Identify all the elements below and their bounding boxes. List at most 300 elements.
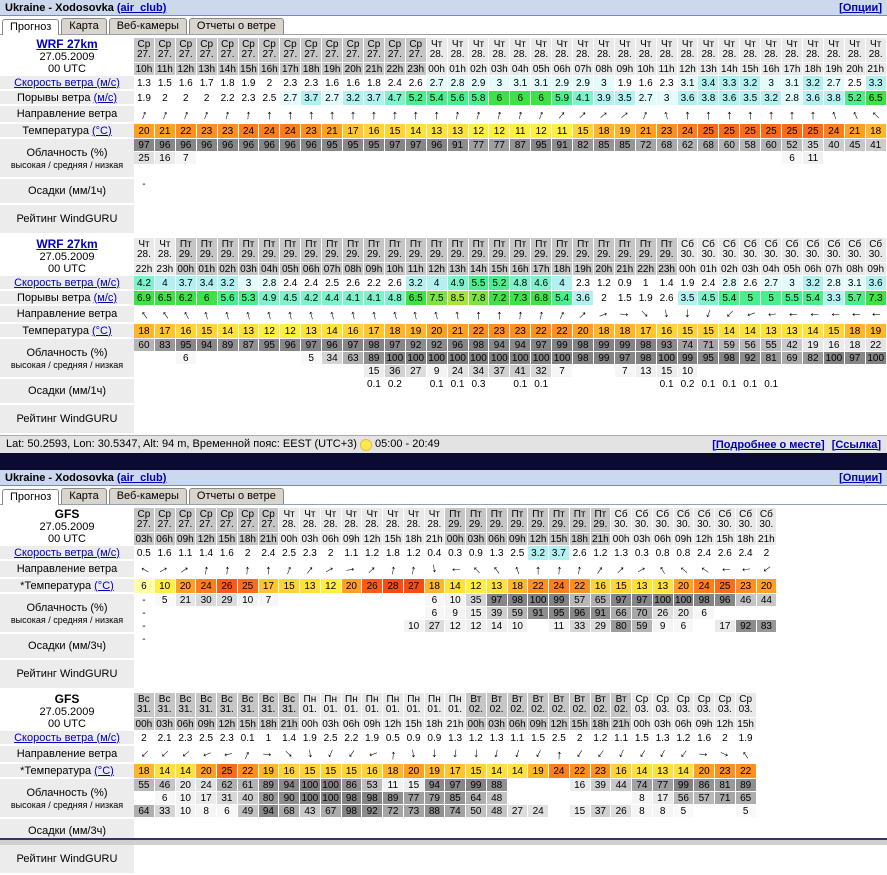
- cloud-low-cell: 48: [487, 805, 508, 818]
- row-label-rating: [0, 405, 134, 435]
- wind-speed-cell: 2.6: [715, 546, 736, 561]
- cloud-high-cell: 18: [845, 339, 866, 352]
- cloud-high-cell: 55: [134, 779, 155, 792]
- arrow-icon: ↑: [370, 107, 378, 122]
- hour-header-cell: 03h: [466, 533, 487, 546]
- arrow-icon: ↑: [848, 106, 861, 123]
- temperature-cell: 18: [385, 324, 406, 339]
- day-header-cell: [259, 238, 280, 263]
- tab-webcams[interactable]: Веб-камеры: [109, 18, 187, 34]
- wind-speed-cell: 1.4: [196, 546, 217, 561]
- cloud-low-cell: 98: [342, 805, 363, 818]
- day-abbr: Сб: [697, 509, 711, 520]
- cloud-high-cell: 77: [489, 139, 510, 152]
- rating-cell: [761, 204, 782, 234]
- rating-cell: [279, 844, 300, 874]
- hour-header-cell: 22h: [385, 63, 406, 76]
- temperature-cell: 20: [674, 579, 695, 594]
- wind-direction-arrow: [528, 561, 549, 579]
- wind-direction-arrow: [636, 106, 657, 124]
- hour-header-cell: 15h: [570, 718, 591, 731]
- cloud-low-cell: [866, 365, 887, 378]
- wind-gust-cell: 4.8: [385, 291, 406, 306]
- day-header-cell: [845, 38, 866, 63]
- day-abbr: Пн: [428, 694, 441, 705]
- day-abbr: Чт: [577, 39, 589, 50]
- day-header-cell: [134, 238, 155, 263]
- cloud-low-cell: 8: [196, 805, 217, 818]
- wind-speed-cell: 2.3: [176, 731, 197, 746]
- cloud-high-cell: 83: [155, 339, 176, 352]
- wind-gust-cell: 2.5: [259, 91, 280, 106]
- arrow-icon: ↑: [555, 746, 563, 763]
- rating-cell: [570, 844, 591, 874]
- hour-header-cell: 18h: [552, 263, 573, 276]
- cloud-high-cell: 98: [508, 594, 529, 607]
- cloud-mid-cell: [611, 792, 632, 805]
- hour-header-cell: 11h: [155, 63, 176, 76]
- arrow-icon: ↑: [159, 106, 171, 123]
- precip-cell: [552, 378, 573, 391]
- wind-direction-arrow: [594, 106, 615, 124]
- cloud-mid-cell: 96: [570, 607, 591, 620]
- wind-direction-arrow: [531, 306, 552, 324]
- model-link[interactable]: WRF 27km: [36, 37, 98, 51]
- cloud-low-cell: 13: [636, 365, 657, 378]
- day-date: 29.: [471, 249, 486, 260]
- cloud-low-cell: 6: [674, 620, 695, 633]
- day-header-cell: [238, 508, 259, 533]
- label-link[interactable]: (м/с): [93, 291, 118, 304]
- cloud-low-cell: -: [134, 620, 155, 633]
- title-left: [5, 472, 166, 484]
- cloud-mid-cell: [238, 607, 259, 620]
- arrow-icon: ↑: [453, 106, 463, 123]
- tab-wind-reports[interactable]: Отчеты о ветре: [189, 18, 284, 34]
- cloud-mid-cell: 31: [217, 792, 238, 805]
- forecast-table: [0, 38, 887, 235]
- wind-direction-arrow: [611, 561, 632, 579]
- wind-speed-cell: 2.5: [508, 546, 529, 561]
- hour-header-cell: 08h: [343, 263, 364, 276]
- day-abbr: Сб: [743, 239, 757, 250]
- cloud-mid-cell: [259, 607, 280, 620]
- cloud-row: [134, 779, 757, 792]
- rating-cell: [489, 204, 510, 234]
- day-date: 27.: [408, 49, 423, 60]
- arrow-icon: ↑: [409, 746, 418, 763]
- arrow-icon: ↑: [534, 562, 542, 577]
- day-date: 29.: [513, 249, 528, 260]
- label-link[interactable]: (°C): [94, 764, 114, 777]
- wind-direction-arrow: [239, 306, 260, 324]
- rating-cell: [383, 844, 404, 874]
- day-abbr: Пт: [472, 239, 485, 250]
- arrow-icon: ↑: [696, 562, 713, 577]
- rating-cell: [364, 204, 385, 234]
- label-text: Осадки (мм/1ч): [28, 385, 106, 397]
- cloud-low-cell: 8: [653, 805, 674, 818]
- day-date: 28.: [764, 49, 779, 60]
- rating-cell: [632, 659, 653, 689]
- hour-header-cell: 15h: [715, 533, 736, 546]
- temperature-cell: 22: [736, 764, 757, 779]
- cloud-mid-cell: 98: [636, 352, 657, 365]
- rating-cell: [824, 404, 845, 434]
- arrow-icon: ↑: [344, 746, 359, 763]
- wind-gust-cell: 4.1: [364, 291, 385, 306]
- wind-speed-cell: 3.4: [698, 76, 719, 91]
- precip-cell: [674, 818, 695, 831]
- wind-speed-cell: 1.5: [155, 76, 176, 91]
- hour-header-cell: 05h: [280, 263, 301, 276]
- wind-direction-arrow: [698, 306, 719, 324]
- wind-gust-cell: 6.9: [134, 291, 155, 306]
- label-text: Рейтинг WindGURU: [16, 213, 118, 225]
- row-label-speed: [0, 276, 134, 291]
- day-date: 28.: [743, 49, 758, 60]
- cloud-low-cell: 24: [448, 365, 469, 378]
- temperature-cell: 12: [466, 579, 487, 594]
- rating-cell: [280, 404, 301, 434]
- day-header-cell: [636, 38, 657, 63]
- tab-map[interactable]: Карта: [61, 18, 106, 34]
- temperature-cell: 17: [155, 324, 176, 339]
- cloud-high-cell: 59: [719, 339, 740, 352]
- cloud-mid-cell: 66: [611, 607, 632, 620]
- day-date: 28.: [323, 519, 338, 530]
- day-date: 29.: [429, 249, 444, 260]
- temperature-cell: 20: [196, 764, 217, 779]
- day-header-cell: [322, 238, 343, 263]
- hour-header-cell: 06h: [653, 533, 674, 546]
- rating-row: [134, 844, 757, 874]
- wind-direction-arrow: [406, 106, 427, 124]
- cloud-high-cell: 19: [803, 339, 824, 352]
- row-label-column: [0, 38, 134, 235]
- day-header-cell: [528, 508, 549, 533]
- day-header-cell: [343, 38, 364, 63]
- day-header-cell: [761, 238, 782, 263]
- wind-direction-arrow: [322, 306, 343, 324]
- wind-direction-arrow: [573, 306, 594, 324]
- precip-cell: [176, 178, 197, 191]
- rating-cell: [594, 404, 615, 434]
- cloud-low-cell: [259, 165, 280, 178]
- wind-speed-cell: 2: [238, 546, 259, 561]
- day-header-cell: [570, 693, 591, 718]
- wind-direction-arrow: [510, 306, 531, 324]
- cloud-high-cell: 56: [740, 339, 761, 352]
- cloud-low-cell: [218, 365, 239, 378]
- day-header-cell: [196, 693, 217, 718]
- day-date: 30.: [826, 249, 841, 260]
- day-abbr: Пт: [594, 509, 607, 520]
- cloud-high-cell: 60: [134, 339, 155, 352]
- wind-direction-arrow: [736, 746, 757, 764]
- day-date: 27.: [325, 49, 340, 60]
- options-link[interactable]: [Опции]: [839, 1, 882, 14]
- site-link[interactable]: (air_club): [116, 471, 167, 484]
- cloud-mid-cell: [217, 607, 238, 620]
- cloud-row: [134, 339, 887, 352]
- precip-cell: [404, 818, 425, 831]
- arrow-icon: ↑: [737, 565, 754, 574]
- status-info: [6, 438, 440, 450]
- day-date: 01.: [323, 704, 338, 715]
- tab-webcams[interactable]: Веб-камеры: [109, 488, 187, 504]
- day-header-cell: [176, 508, 197, 533]
- arrow-icon: ↑: [847, 310, 863, 319]
- temperature-cell: 10: [155, 579, 176, 594]
- cloud-mid-cell: 97: [845, 352, 866, 365]
- arrow-icon: ↑: [596, 107, 612, 122]
- wind-speed-cell: 1: [259, 731, 280, 746]
- day-abbr: Вт: [532, 694, 544, 705]
- cloud-low-cell: [343, 165, 364, 178]
- wind-speed-cell: 3: [594, 76, 615, 91]
- label-link[interactable]: Скорость ветра (м/с): [14, 546, 120, 559]
- cloud-low-cell: 67: [321, 805, 342, 818]
- wind-speed-cell: 1.3: [487, 731, 508, 746]
- wind-gust-cell: 1.5: [615, 291, 636, 306]
- row-label-precip: [0, 379, 134, 405]
- arrow-icon: ↑: [388, 746, 397, 763]
- rating-cell: [196, 659, 217, 689]
- precip-cell: [489, 378, 510, 391]
- precip-cell: 0.1: [427, 378, 448, 391]
- label-link[interactable]: (°C): [92, 324, 112, 337]
- precip-cell: [757, 633, 778, 646]
- cloud-mid-cell: [385, 152, 406, 165]
- cloud-mid-cell: [197, 152, 218, 165]
- day-header-cell: [510, 238, 531, 263]
- label-link[interactable]: Скорость ветра (м/с): [14, 731, 120, 744]
- label-link[interactable]: Скорость ветра (м/с): [14, 76, 120, 89]
- day-abbr: Вс: [158, 694, 171, 705]
- hour-header-cell: 19h: [573, 263, 594, 276]
- day-header-cell: [343, 238, 364, 263]
- label-link[interactable]: (°C): [92, 124, 112, 137]
- day-abbr: Чт: [828, 39, 840, 50]
- cloud-low-cell: 27: [425, 620, 446, 633]
- temperature-cell: 19: [425, 764, 446, 779]
- wind-speed-cell: 2.9: [573, 76, 594, 91]
- arrow-icon: ↑: [197, 748, 215, 761]
- wind-speed-cell: 2.8: [824, 276, 845, 291]
- wind-direction-arrow: [218, 106, 239, 124]
- rating-cell: [573, 404, 594, 434]
- precip-row: [134, 378, 887, 404]
- cloud-mid-cell: [657, 152, 678, 165]
- cloud-mid-cell: [383, 607, 404, 620]
- cloud-low-cell: 74: [445, 805, 466, 818]
- hour-header-cell: 09h: [694, 718, 715, 731]
- precip-cell: [573, 378, 594, 391]
- day-date: 28.: [429, 49, 444, 60]
- day-header-cell: [425, 693, 446, 718]
- day-abbr: Вт: [615, 694, 627, 705]
- cloud-high-cell: 100: [300, 779, 321, 792]
- wind-gust-cell: 8.5: [448, 291, 469, 306]
- arrow-icon: ↑: [613, 561, 629, 578]
- temperature-cell: 17: [364, 324, 385, 339]
- label-link[interactable]: (°C): [94, 579, 114, 592]
- cloud-mid-cell: [678, 152, 699, 165]
- rating-cell: [531, 204, 552, 234]
- wind-speed-cell: 2: [321, 546, 342, 561]
- temperature-cell: 16: [362, 764, 383, 779]
- rating-cell: [176, 659, 197, 689]
- day-abbr: Пт: [577, 239, 589, 250]
- label-link[interactable]: Скорость ветра (м/с): [14, 276, 120, 289]
- arrow-icon: ↑: [364, 561, 380, 578]
- model-link[interactable]: WRF 27km: [36, 237, 98, 251]
- day-abbr: Ср: [656, 694, 670, 705]
- day-abbr: Чт: [702, 39, 715, 50]
- precip-cell: [196, 633, 217, 646]
- cloud-mid-cell: [740, 152, 761, 165]
- cloud-mid-cell: 99: [594, 352, 615, 365]
- precip-cell: [239, 378, 260, 391]
- place-details-link[interactable]: [Подробнее о месте]: [712, 438, 825, 451]
- day-abbr: Пт: [305, 239, 318, 250]
- day-abbr: Пт: [514, 239, 527, 250]
- cloud-mid-cell: 6: [155, 792, 176, 805]
- hour-header-cell: 00h: [445, 533, 466, 546]
- wind-direction-arrow: [404, 746, 425, 764]
- wind-direction-arrow: [279, 746, 300, 764]
- day-header-cell: [552, 38, 573, 63]
- temperature-cell: 22: [570, 764, 591, 779]
- rating-cell: [427, 204, 448, 234]
- cloud-mid-cell: [570, 792, 591, 805]
- hour-header-cell: 18h: [425, 718, 446, 731]
- permalink-link[interactable]: [Ссылка]: [831, 438, 881, 451]
- cloud-low-cell: 5: [736, 805, 757, 818]
- day-abbr: Чт: [431, 39, 443, 50]
- cloud-high-cell: 94: [489, 339, 510, 352]
- options-link[interactable]: [Опции]: [839, 471, 882, 484]
- temperature-cell: 21: [155, 124, 176, 139]
- cloud-mid-cell: 100: [406, 352, 427, 365]
- label-link[interactable]: (м/с): [93, 91, 118, 104]
- day-abbr: Чт: [765, 39, 777, 50]
- label-text: Облачность (%): [26, 601, 108, 614]
- tab-bar: [0, 486, 887, 505]
- cloud-high-cell: 21: [176, 594, 197, 607]
- day-header-cell: [694, 693, 715, 718]
- wind-gust-cell: 2.7: [322, 91, 343, 106]
- temperature-cell: 18: [845, 324, 866, 339]
- wind-gust-cell: 5.2: [845, 91, 866, 106]
- day-date: 29.: [555, 249, 570, 260]
- wind-direction-arrow: [466, 746, 487, 764]
- wind-speed-cell: 3.3: [866, 76, 887, 91]
- tab-forecast[interactable]: Прогноз: [2, 19, 59, 35]
- precip-cell: [217, 818, 238, 831]
- cloud-high-cell: [549, 779, 570, 792]
- wind-direction-arrow: [239, 106, 260, 124]
- arrow-icon: ↑: [702, 306, 715, 323]
- hour-header-cell: 00h: [134, 718, 155, 731]
- cloud-low-cell: [549, 805, 570, 818]
- wind-speed-cell: 2.3: [657, 76, 678, 91]
- precip-cell: [469, 178, 490, 191]
- hour-header-cell: 21h: [866, 63, 887, 76]
- cloud-mid-cell: [155, 352, 176, 365]
- day-header-cell: [573, 38, 594, 63]
- cloud-low-cell: [176, 365, 197, 378]
- cloud-high-cell: 97: [531, 339, 552, 352]
- cloud-high-cell: -: [134, 594, 155, 607]
- cloud-low-cell: 17: [715, 620, 736, 633]
- wind-gust-cell: 5.4: [803, 291, 824, 306]
- day-date: 28.: [785, 49, 799, 60]
- cloud-mid-cell: 98: [362, 792, 383, 805]
- wind-direction-arrow: [362, 746, 383, 764]
- wind-gust-cell: 2.7: [280, 91, 301, 106]
- day-abbr: Пт: [469, 509, 482, 520]
- arrow-icon: ↑: [201, 561, 211, 578]
- cloud-high-cell: 96: [218, 139, 239, 152]
- wind-direction-arrow: [427, 306, 448, 324]
- tab-wind-reports[interactable]: Отчеты о ветре: [189, 488, 284, 504]
- cloud-low-cell: 50: [466, 805, 487, 818]
- rating-cell: [301, 404, 322, 434]
- wind-direction-arrow: [134, 106, 155, 124]
- cloud-low-cell: [698, 165, 719, 178]
- rating-cell: [657, 204, 678, 234]
- temperature-cell: 13: [761, 324, 782, 339]
- hour-header-cell: 21h: [425, 533, 446, 546]
- cloud-mid-cell: 100: [657, 352, 678, 365]
- hour-header-cell: 18h: [301, 63, 322, 76]
- day-abbr: Вс: [283, 694, 295, 705]
- hour-header-cell: 08h: [845, 263, 866, 276]
- day-header-cell: [364, 38, 385, 63]
- wind-speed-cell: 0.1: [238, 731, 259, 746]
- day-header-cell: [445, 693, 466, 718]
- site-link[interactable]: (air_club): [116, 1, 167, 14]
- cloud-low-cell: 34: [469, 365, 490, 378]
- cloud-mid-cell: 100: [510, 352, 531, 365]
- cloud-high-cell: 22: [866, 339, 887, 352]
- day-header-cell: [740, 238, 761, 263]
- wind-speed-cell: 1.9: [362, 731, 383, 746]
- cloud-high-cell: 100: [321, 779, 342, 792]
- tab-map[interactable]: Карта: [61, 488, 106, 504]
- temperature-cell: 20: [757, 579, 778, 594]
- forecast-grid: [134, 238, 887, 435]
- precip-cell: [155, 633, 176, 646]
- rating-cell: [824, 204, 845, 234]
- cloud-high-cell: 94: [425, 779, 446, 792]
- hour-header-cell: 14h: [719, 63, 740, 76]
- model-header: [0, 508, 134, 546]
- day-header-cell: [218, 238, 239, 263]
- model-run: 00 UTC: [48, 718, 86, 730]
- cloud-high-cell: 86: [694, 779, 715, 792]
- rating-cell: [615, 404, 636, 434]
- day-header-row: [134, 508, 777, 533]
- wind-gust-cell: 5.7: [845, 291, 866, 306]
- cloud-low-cell: [594, 365, 615, 378]
- cloud-low-cell: 29: [591, 620, 612, 633]
- hour-header-cell: 03h: [653, 718, 674, 731]
- tab-forecast[interactable]: Прогноз: [2, 489, 59, 505]
- precip-row: [134, 633, 777, 659]
